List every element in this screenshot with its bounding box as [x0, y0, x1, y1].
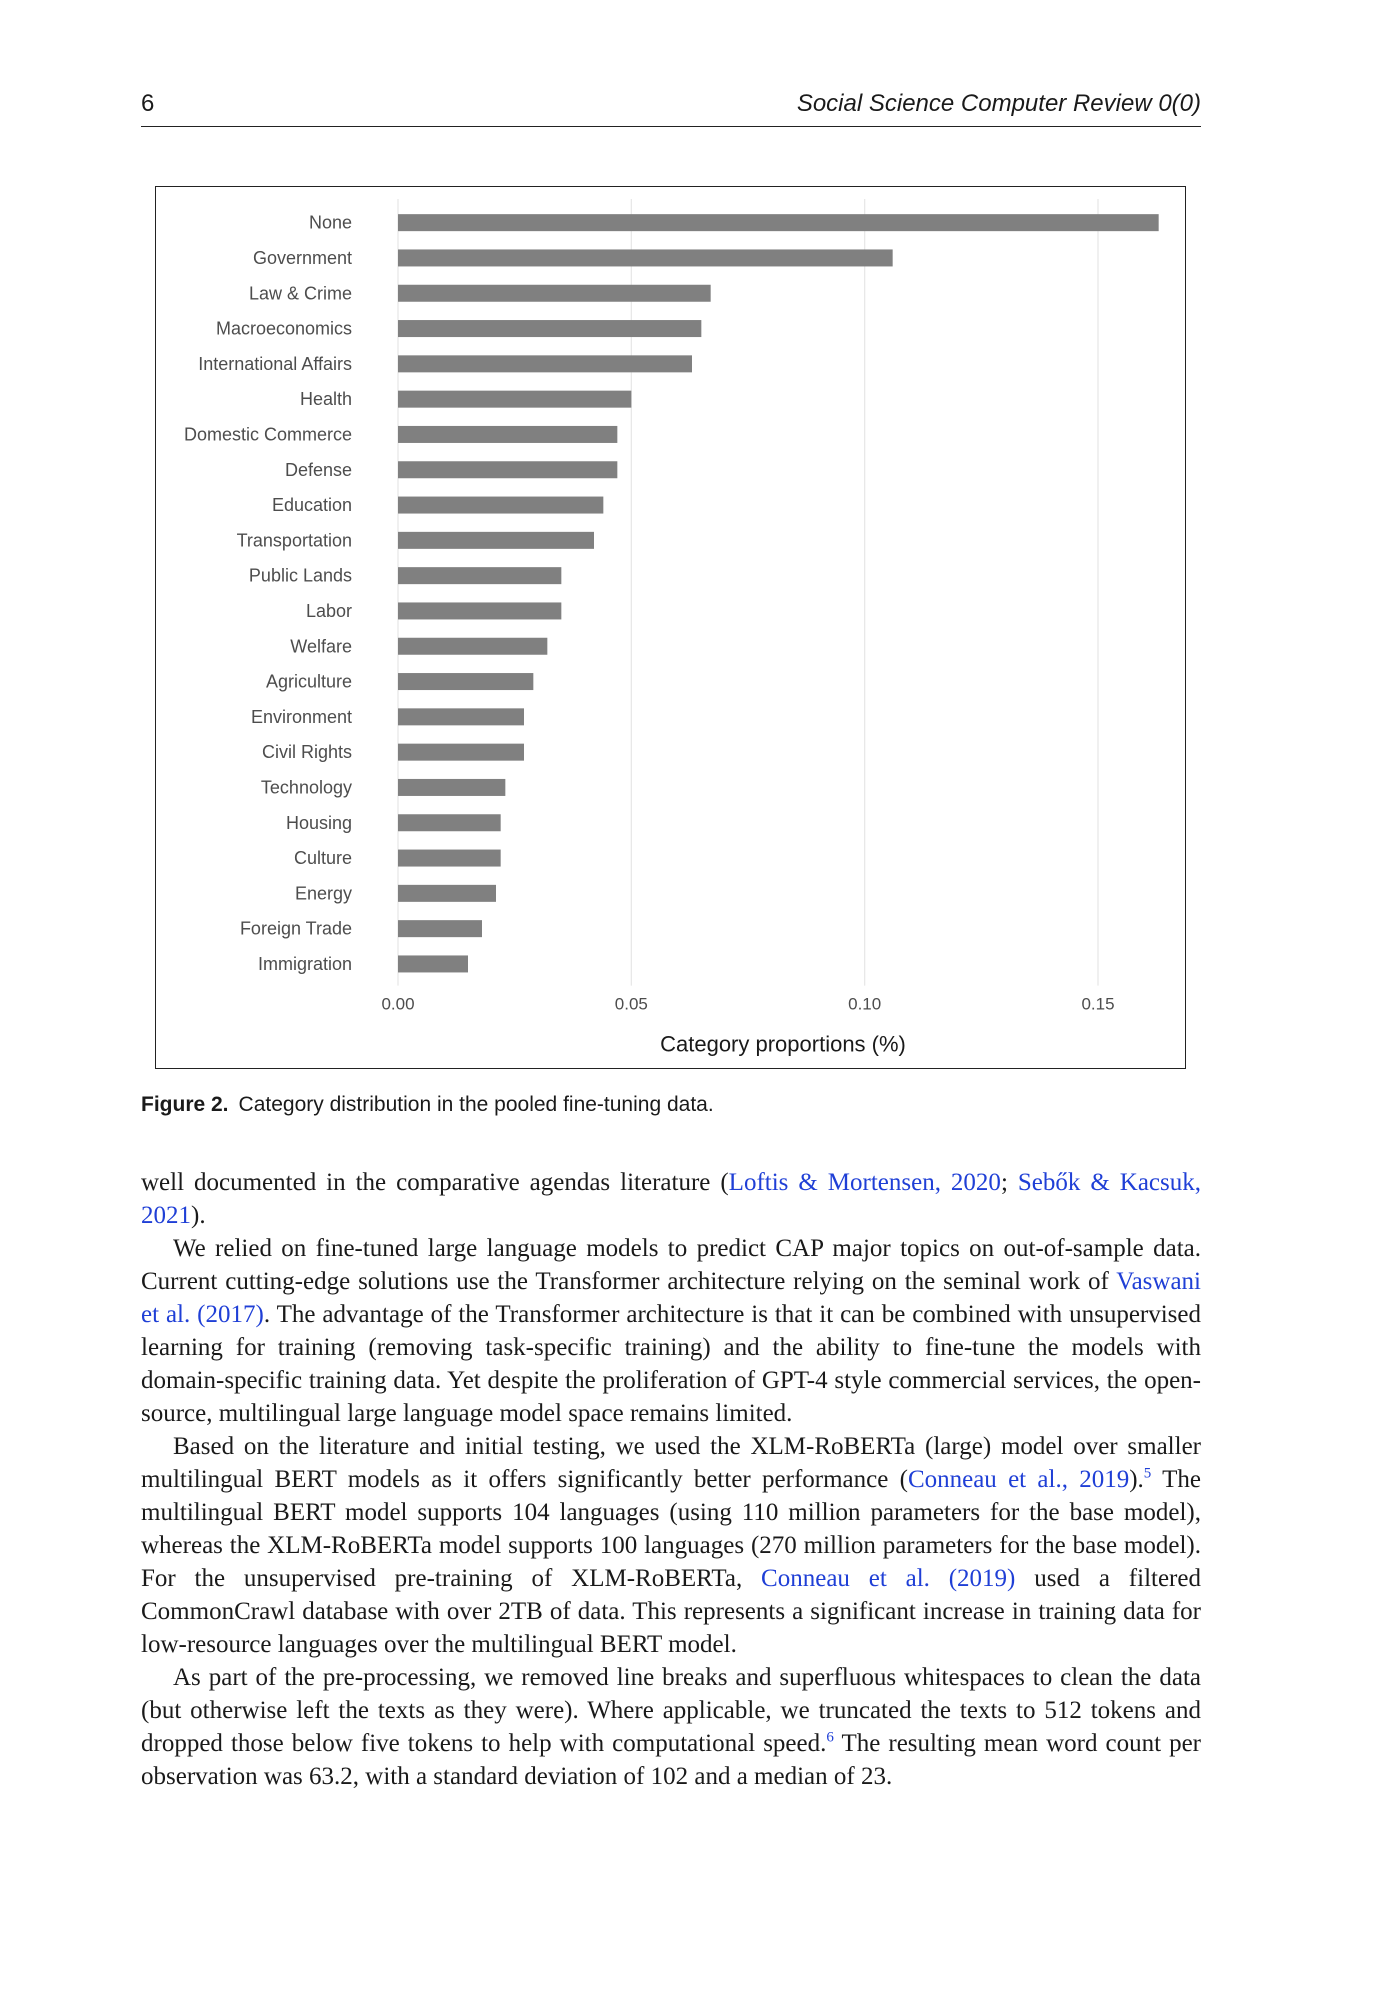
category-label: Technology [260, 777, 352, 798]
citation-link[interactable]: Conneau et al. (2019) [761, 1565, 1016, 1592]
category-label: Environment [250, 706, 352, 727]
bar [398, 779, 505, 796]
bar [398, 320, 701, 337]
bar-chart [156, 187, 1187, 1070]
text: As part of the pre-processing, we removed line breaks and superfluous whitespaces to clean the data (but otherwise left the texts as they were). Where applicable, we truncated the texts to 512 tokens and dropped those below five tokens to help with computational speed. [141, 1664, 1201, 1757]
paragraph-2 [141, 1232, 1201, 1430]
caption-label: Figure 2. [141, 1093, 229, 1116]
category-label: Public Lands [248, 565, 352, 586]
category-label: International Affairs [198, 353, 352, 374]
citation-link[interactable]: Loftis & Mortensen, 2020 [728, 1169, 1001, 1196]
bar [398, 885, 496, 902]
category-label: Agriculture [265, 671, 352, 692]
category-label: Labor [305, 600, 352, 621]
category-label: Education [271, 495, 352, 516]
bar [398, 249, 893, 266]
category-label: Health [299, 389, 352, 410]
category-label: Defense [284, 459, 352, 480]
citation-link[interactable]: Vaswani et al. (2017) [141, 1268, 1201, 1328]
x-tick-label: 0.15 [1081, 994, 1115, 1014]
figure-caption [141, 1093, 1201, 1117]
x-tick-label: 0.10 [848, 994, 882, 1014]
text: The multilingual BERT model supports 104 languages (using 110 million parameters for the base model), whereas the XLM-RoBERTa model supports 100 languages (270 million parameters for the base model). For the unsupervised pre-training of XLM-RoBERTa, [141, 1466, 1201, 1592]
bar [398, 708, 524, 725]
text: The resulting mean word count per observation was 63.2, with a standard deviation of 102 and a median of 23. [141, 1730, 1201, 1790]
bar [398, 673, 533, 690]
bar [398, 355, 692, 372]
bar [398, 461, 617, 478]
category-label: Law & Crime [248, 283, 352, 304]
text: ; [1000, 1169, 1018, 1196]
bar [398, 920, 482, 937]
bar [398, 426, 617, 443]
x-axis-title: Category proportions (%) [660, 1031, 906, 1057]
bar [398, 532, 594, 549]
text: Based on the literature and initial testing, we used the XLM-RoBERTa (large) model over smaller multilingual BERT models as it offers significantly better performance ( [141, 1433, 1201, 1493]
category-label: Transportation [236, 530, 352, 551]
bar [398, 955, 468, 972]
text: well documented in the comparative agendas literature ( [141, 1169, 729, 1196]
category-label: Housing [285, 812, 352, 833]
category-label: Culture [293, 848, 352, 869]
bar [398, 850, 501, 867]
caption-text: Category distribution in the pooled fine-tuning data. [238, 1093, 714, 1116]
text: ). [1129, 1466, 1144, 1493]
bar [398, 391, 631, 408]
category-label: Domestic Commerce [183, 424, 352, 445]
citation-link[interactable]: Sebők & Kacsuk, 2021 [141, 1169, 1202, 1229]
category-label: Government [252, 247, 352, 268]
text: ). [191, 1202, 206, 1229]
text: used a filtered CommonCrawl database with over 2TB of data. This represents a significant increase in training data for low-resource languages over the multilingual BERT model. [141, 1565, 1201, 1658]
bar [398, 602, 561, 619]
bar [398, 214, 1159, 231]
category-label: Foreign Trade [239, 918, 352, 939]
category-label: Welfare [290, 636, 352, 657]
bar [398, 285, 711, 302]
category-label: Energy [294, 883, 352, 904]
footnote-link[interactable]: 6 [826, 1729, 834, 1746]
bar [398, 567, 561, 584]
paragraph-4 [141, 1661, 1201, 1793]
body-text [141, 1166, 1201, 1793]
journal-title: Social Science Computer Review 0(0) [796, 90, 1201, 117]
bar [398, 638, 547, 655]
figure-2 [155, 186, 1186, 1069]
category-label: Civil Rights [261, 742, 352, 763]
bar [398, 497, 603, 514]
x-tick-label: 0.05 [614, 994, 648, 1014]
page-header [141, 86, 1201, 127]
footnote-link[interactable]: 5 [1143, 1465, 1152, 1482]
bar [398, 744, 524, 761]
category-label: Macroeconomics [215, 318, 352, 339]
text: We relied on fine-tuned large language models to predict CAP major topics on out-of-sample data. Current cutting-edge solutions use the Transformer architecture relying on the seminal work of [141, 1235, 1201, 1295]
text: . The advantage of the Transformer architecture is that it can be combined with unsupervised learning for training (removing task-specific training) and the ability to fine-tune the models with domain-specific training data. Yet despite the proliferation of GPT-4 style commercial services, the open-source, multilingual large language model space remains limited. [141, 1301, 1202, 1427]
bar [398, 814, 501, 831]
paragraph-3 [141, 1430, 1201, 1661]
citation-link[interactable]: Conneau et al., 2019 [907, 1466, 1130, 1493]
paragraph-1 [141, 1166, 1201, 1232]
x-tick-label: 0.00 [381, 994, 415, 1014]
category-label: Immigration [257, 953, 352, 974]
page-number: 6 [141, 90, 155, 117]
category-label: None [308, 212, 352, 233]
